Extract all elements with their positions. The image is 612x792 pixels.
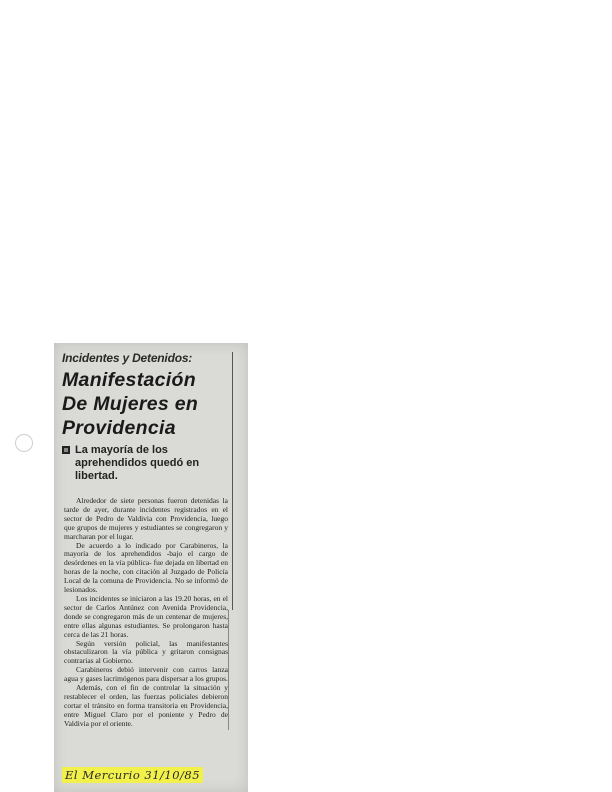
article-paragraph: Los incidentes se iniciaron a las 19.20 horas, en el sector de Carlos Antúnez con Avenida Providencia, donde se congregaron más de un centenar de mujeres, entre ellas algunas estudiantes. Se prolongaron hasta cerca de las 21 horas. [64,593,228,639]
article [60,351,242,729]
punch-hole [15,434,33,452]
article-paragraph: Además, con el fin de controlar la situación y restablecer el orden, las fuerzas policiales debieron cortar el tránsito en forma transitoria en Providencia, entre Miguel Claro por el poniente y Pedro de Valdivia por el oriente. [64,683,228,728]
column-rule [232,352,233,610]
article-kicker: Incidentes y Detenidos: [62,351,193,365]
article-paragraph: Alrededor de siete personas fueron detenidas la tarde de ayer, durante incidentes registrados en el sector de Pedro de Valdivia con Providencia, luego que grupos de mujeres y estudiantes se congregaron y marcharan por el lugar. [64,496,228,541]
column-rule [228,610,229,730]
headline-line: Manifestación [62,369,196,391]
subhead-text: La mayoría de los aprehendidos quedó en libertad. [75,444,200,482]
square-bullet-icon [62,446,70,454]
article-body [64,497,228,729]
newspaper-clipping [54,343,248,792]
article-paragraph: De acuerdo a lo indicado por Carabineros, la mayoría de los aprehendidos -bajo el cargo de desórdenes en la vía pública- fue dejada en libertad en horas de la noche, con citación al Juzgado de Policía Local de la comuna de Providencia. No se informó de lesionados. [64,540,228,595]
headline-line: Providencia [62,417,176,439]
headline-line: De Mujeres en [62,393,199,415]
article-paragraph: Según versión policial, las manifestantes obstaculizaron la vía pública y gritaron consignas contrarias al Gobierno. [64,638,228,666]
article-headline [62,368,242,440]
handwritten-source-note: El Mercurio 31/10/85 [62,767,203,783]
article-subhead [62,444,242,483]
article-paragraph: Carabineros debió intervenir con carros lanza agua y gases lacrimógenos para dispersar a los grupos. [64,665,228,684]
